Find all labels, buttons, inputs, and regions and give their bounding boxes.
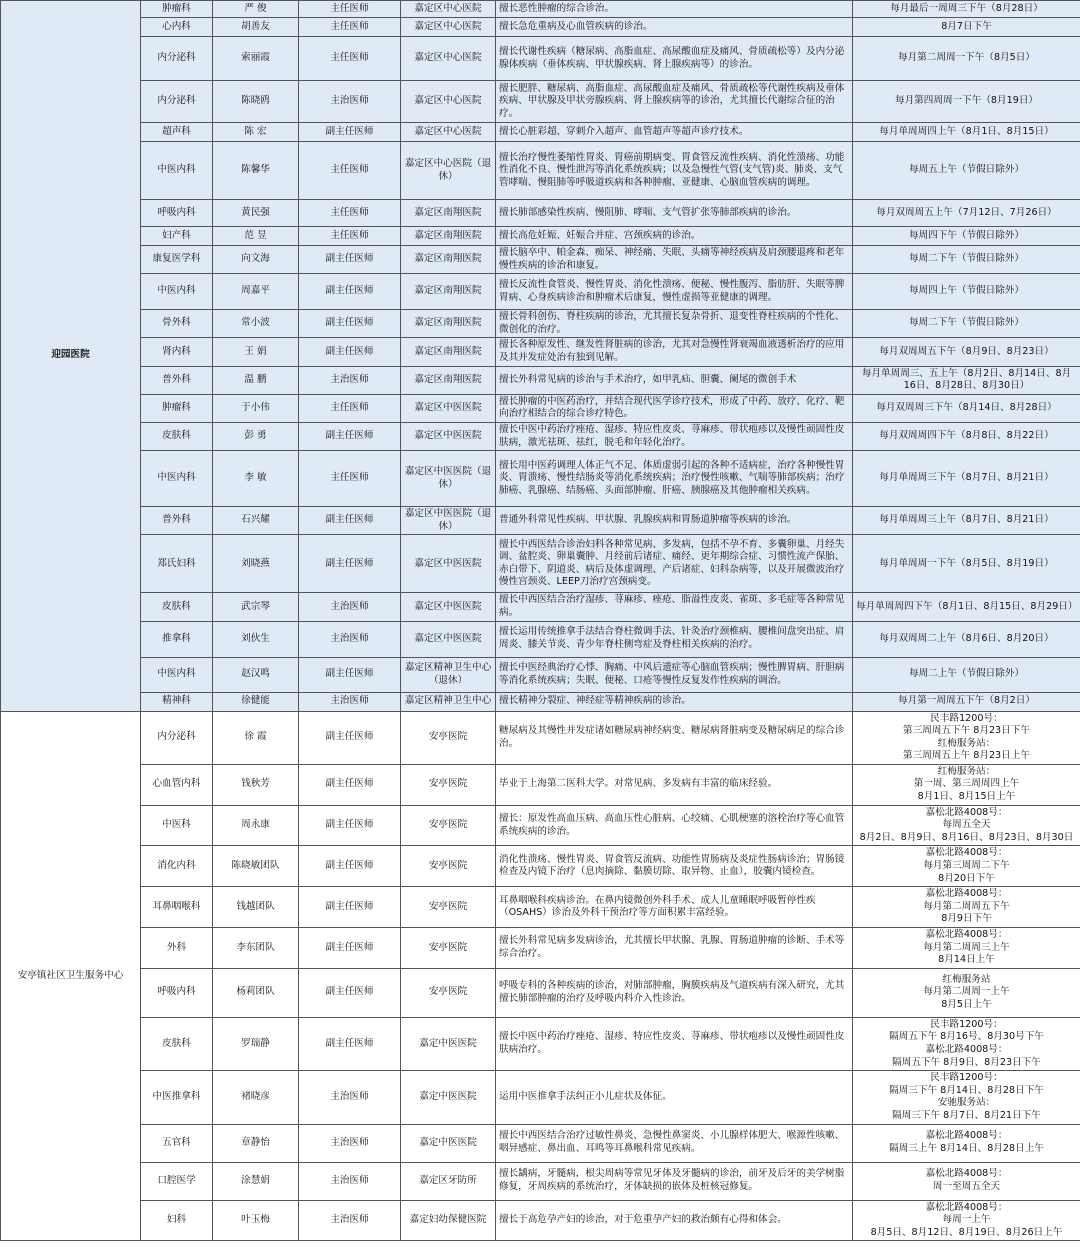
table-row (1, 310, 1080, 338)
doctor-name-cell: 武宗琴 (213, 593, 299, 621)
doctor-name-cell: 陈晓敏团队 (213, 846, 299, 887)
specialty-cell: 擅长龋病，牙髓病，根尖周病等常见牙体及牙髓病的诊治，前牙及后牙的美学树脂修复，牙周疾病的系统治疗，牙体缺损的嵌体及桩核冠修复。 (496, 1162, 853, 1200)
schedule-cell: 每月双周周五下午（8月9日、8月23日） (853, 338, 1080, 366)
hospital-cell: 嘉定区中心医院 (401, 37, 496, 81)
table-row (1, 274, 1080, 310)
schedule-cell: 红梅服务站： 第一周、第三周周四上午 8月1日、8月15日上午 (853, 764, 1080, 805)
specialty-cell: 消化性溃疡、慢性胃炎、胃食管反流病、功能性胃肠病及炎症性肠病诊治；胃肠镜检查及内镜下治疗（息肉摘除、黏膜切除、取异物、止血），胶囊内镜检查。 (496, 846, 853, 887)
schedule-cell: 每月单周周三、五上午（8月2日、8月14日、8月16日、8月28日、8月30日） (853, 366, 1080, 394)
title-cell: 副主任医师 (299, 928, 401, 969)
hospital-cell: 嘉定中医医院 (401, 1124, 496, 1162)
title-cell: 主治医师 (299, 593, 401, 621)
title-cell: 副主任医师 (299, 968, 401, 1017)
specialty-cell: 糖尿病及其慢性并发症诸如糖尿病神经病变、糖尿病肾脏病变及糖尿病足的综合诊治。 (496, 711, 853, 764)
hospital-cell: 安亭医院 (401, 846, 496, 887)
specialty-cell: 擅长肺部感染性疾病、慢阻肺、哮喘、支气管扩张等肺部疾病的诊治。 (496, 200, 853, 227)
department-cell: 外科 (141, 928, 213, 969)
schedule-cell: 嘉松北路4008号： 每月第二周周三上午 8月14日上午 (853, 928, 1080, 969)
schedule-cell: 红梅服务站 每月第二周周一上午 8月5日上午 (853, 968, 1080, 1017)
doctor-name-cell: 常小波 (213, 310, 299, 338)
specialty-cell: 普通外科常见性疾病、甲状腺、乳腺疾病和胃肠道肿瘤等疾病的诊治。 (496, 507, 853, 535)
specialty-cell: 毕业于上海第二医科大学。对常见病、多发病有丰富的临床经验。 (496, 764, 853, 805)
hospital-cell: 嘉定区中医医院（退休） (401, 451, 496, 507)
title-cell: 副主任医师 (299, 535, 401, 593)
specialty-cell: 擅长：原发性高血压病、高血压性心脏病、心绞痛、心肌梗塞的溶栓治疗等心血管系统疾病的诊治。 (496, 805, 853, 846)
specialty-cell: 擅长急危重病及心血管疾病的诊治。 (496, 18, 853, 37)
schedule-cell: 每周二下午（节假日除外） (853, 246, 1080, 274)
doctor-name-cell: 李东团队 (213, 928, 299, 969)
hospital-cell: 嘉定区精神卫生中心（退休） (401, 657, 496, 692)
table-row (1, 394, 1080, 422)
title-cell: 主任医师 (299, 18, 401, 37)
department-cell: 心内科 (141, 18, 213, 37)
table-row (1, 37, 1080, 81)
department-cell: 中医内科 (141, 142, 213, 200)
specialty-cell: 擅长中西医结合治疗湿疹、荨麻疹、痤疮、脂溢性皮炎、雀斑、多毛症等各种常见病。 (496, 593, 853, 621)
section-name: 迎园医院 (1, 1, 141, 712)
specialty-cell: 耳鼻咽喉科疾病诊治。在鼻内镜微创外科手术、成人儿童睡眠呼吸暂停性疾（OSAHS）诊治及外科干预治疗等方面积累丰富经验。 (496, 887, 853, 928)
title-cell: 副主任医师 (299, 711, 401, 764)
table-row (1, 451, 1080, 507)
department-cell: 心血管内科 (141, 764, 213, 805)
hospital-cell: 嘉定区南翔医院 (401, 200, 496, 227)
hospital-cell: 安亭医院 (401, 968, 496, 1017)
schedule-cell: 嘉松北路4008号： 周一至周五全天 (853, 1162, 1080, 1200)
doctor-name-cell: 钱越团队 (213, 887, 299, 928)
title-cell: 主治医师 (299, 366, 401, 394)
schedule-cell: 每月第四周周一下午（8月19日） (853, 81, 1080, 123)
hospital-cell: 嘉定区牙防所 (401, 1162, 496, 1200)
hospital-cell: 安亭医院 (401, 764, 496, 805)
schedule-cell: 每月单周周三下午（8月7日、8月21日） (853, 451, 1080, 507)
doctor-name-cell: 温 鹏 (213, 366, 299, 394)
department-cell: 康复医学科 (141, 246, 213, 274)
table-row (1, 692, 1080, 711)
table-row (1, 535, 1080, 593)
specialty-cell: 擅长于高危孕产妇的诊治，对于危重孕产妇的救治颇有心得和体会。 (496, 1200, 853, 1241)
department-cell: 消化内科 (141, 846, 213, 887)
specialty-cell: 擅长高危妊娠、妊娠合并症、宫颈疾病的诊治。 (496, 227, 853, 246)
hospital-cell: 嘉定区南翔医院 (401, 227, 496, 246)
doctor-name-cell: 徐健能 (213, 692, 299, 711)
department-cell: 妇产科 (141, 227, 213, 246)
doctor-name-cell: 石兴耀 (213, 507, 299, 535)
table-row (1, 621, 1080, 657)
department-cell: 精神科 (141, 692, 213, 711)
hospital-cell: 嘉定区南翔医院 (401, 274, 496, 310)
title-cell: 副主任医师 (299, 507, 401, 535)
table-row (1, 887, 1080, 928)
table-row (1, 366, 1080, 394)
title-cell: 主任医师 (299, 1, 401, 18)
table-row (1, 1200, 1080, 1241)
doctor-name-cell: 严 俊 (213, 1, 299, 18)
doctor-name-cell: 钱秋芳 (213, 764, 299, 805)
specialty-cell: 擅长骨科创伤、脊柱疾病的诊治，尤其擅长复杂骨折、退变性脊柱疾病的个性化、微创化的治疗。 (496, 310, 853, 338)
specialty-cell: 呼吸专科的各种疾病的诊治，对肺部肿瘤，胸膜疾病及气道疾病有深入研究，尤其擅长肺部肿瘤的治疗及呼吸内科介入性诊治。 (496, 968, 853, 1017)
title-cell: 副主任医师 (299, 1017, 401, 1070)
schedule-cell: 嘉松北路4008号： 每周五全天 8月2日、8月9日、8月16日、8月23日、8月30日 (853, 805, 1080, 846)
schedule-cell: 每月单周周四下午（8月1日、8月15日、8月29日） (853, 593, 1080, 621)
doctor-name-cell: 陈晓鸥 (213, 81, 299, 123)
hospital-cell: 嘉定区中医医院 (401, 535, 496, 593)
doctor-name-cell: 彭 勇 (213, 422, 299, 450)
title-cell: 主任医师 (299, 394, 401, 422)
hospital-cell: 嘉定区中心医院 (401, 81, 496, 123)
department-cell: 五官科 (141, 1124, 213, 1162)
schedule-cell: 每周二下午（节假日除外） (853, 310, 1080, 338)
department-cell: 中医内科 (141, 274, 213, 310)
department-cell: 肿瘤科 (141, 1, 213, 18)
specialty-cell: 擅长中医经典治疗心悸、胸痛、中风后遗症等心脑血管疾病；慢性脾胃病、肝胆病等消化系统疾病；失眠、便秘、口疮等慢性反复发作性疾病的调治。 (496, 657, 853, 692)
table-row (1, 338, 1080, 366)
hospital-cell: 嘉定区中心医院 (401, 123, 496, 142)
title-cell: 副主任医师 (299, 846, 401, 887)
title-cell: 主任医师 (299, 37, 401, 81)
schedule-cell: 每月双周周二上午（8月6日、8月20日） (853, 621, 1080, 657)
schedule-cell: 每月双周周四下午（8月8日、8月22日） (853, 422, 1080, 450)
doctor-name-cell: 杨莉团队 (213, 968, 299, 1017)
title-cell: 主治医师 (299, 621, 401, 657)
department-cell: 内分泌科 (141, 711, 213, 764)
title-cell: 主任医师 (299, 451, 401, 507)
title-cell: 副主任医师 (299, 657, 401, 692)
department-cell: 郑氏妇科 (141, 535, 213, 593)
department-cell: 推拿科 (141, 621, 213, 657)
table-row (1, 968, 1080, 1017)
schedule-cell: 嘉松北路4008号： 隔周三上午 8月14日、8月28日上午 (853, 1124, 1080, 1162)
schedule-cell: 每月单周周一下午（8月5日、8月19日） (853, 535, 1080, 593)
hospital-cell: 嘉定区南翔医院 (401, 246, 496, 274)
department-cell: 中医内科 (141, 657, 213, 692)
department-cell: 口腔医学 (141, 1162, 213, 1200)
title-cell: 副主任医师 (299, 123, 401, 142)
specialty-cell: 擅长中医中药治疗痤疮、湿疹、特应性皮炎、荨麻疹、带状疱疹以及慢性顽固性皮肤病，激光祛斑、祛红，脱毛和年轻化治疗。 (496, 422, 853, 450)
table-row (1, 1071, 1080, 1124)
department-cell: 中医内科 (141, 451, 213, 507)
department-cell: 中医科 (141, 805, 213, 846)
table-row (1, 142, 1080, 200)
title-cell: 副主任医师 (299, 338, 401, 366)
doctor-name-cell: 叶玉梅 (213, 1200, 299, 1241)
specialty-cell: 擅长代谢性疾病（糖尿病、高脂血症、高尿酸血症及痛风、骨质疏松等）及内分泌腺体疾病（垂体疾病、甲状腺疾病、肾上腺疾病等）的诊治。 (496, 37, 853, 81)
hospital-cell: 嘉定区中心医院 (401, 18, 496, 37)
hospital-cell: 嘉定区南翔医院 (401, 338, 496, 366)
title-cell: 主任医师 (299, 200, 401, 227)
table-row (1, 18, 1080, 37)
table-row (1, 711, 1080, 764)
table-row (1, 764, 1080, 805)
doctor-name-cell: 索丽霞 (213, 37, 299, 81)
specialty-cell: 擅长外科常见病多发病诊治，尤其擅长甲状腺、乳腺、胃肠道肿瘤的诊断、手术等综合治疗。 (496, 928, 853, 969)
schedule-cell: 每月第一周周五下午（8月2日） (853, 692, 1080, 711)
specialty-cell: 擅长中医中药治疗痤疮、湿疹、特应性皮炎、荨麻疹、带状疱疹以及慢性顽固性皮肤病治疗。 (496, 1017, 853, 1070)
specialty-cell: 擅长中西医结合诊治妇科各种常见病、多发病，包括不孕不育、多囊卵巢、月经失调、盆腔炎、卵巢囊肿、月经前后诸症、痛经、更年期综合症、习惯性流产保胎、赤白带下、阴道炎、病后及体虚调理、产后诸症、妇科杂病等，以及开展微波治疗慢性宫颈炎、LEEP刀治疗宫颈病变。 (496, 535, 853, 593)
hospital-cell: 嘉定区精神卫生中心 (401, 692, 496, 711)
title-cell: 主治医师 (299, 1200, 401, 1241)
table-row (1, 928, 1080, 969)
hospital-cell: 嘉定中医医院 (401, 1017, 496, 1070)
table-row (1, 657, 1080, 692)
hospital-cell: 嘉定区中医医院 (401, 422, 496, 450)
table-row (1, 227, 1080, 246)
table-row (1, 81, 1080, 123)
hospital-cell: 嘉定区中医医院 (401, 394, 496, 422)
department-cell: 普外科 (141, 507, 213, 535)
title-cell: 副主任医师 (299, 805, 401, 846)
table-row (1, 507, 1080, 535)
doctor-name-cell: 陈馨华 (213, 142, 299, 200)
schedule-cell: 每周二上午（节假日除外） (853, 657, 1080, 692)
title-cell: 主任医师 (299, 227, 401, 246)
hospital-cell: 嘉定中医医院 (401, 1071, 496, 1124)
title-cell: 副主任医师 (299, 310, 401, 338)
table-row (1, 1017, 1080, 1070)
table-row (1, 846, 1080, 887)
department-cell: 耳鼻咽喉科 (141, 887, 213, 928)
specialty-cell: 擅长中西医结合治疗过敏性鼻炎、急慢性鼻窦炎、小儿腺样体肥大、喉源性咳嗽、咽异感症、鼻出血、耳鸣等耳鼻喉科常见疾病。 (496, 1124, 853, 1162)
department-cell: 妇科 (141, 1200, 213, 1241)
department-cell: 中医推拿科 (141, 1071, 213, 1124)
specialty-cell: 擅长各种原发性、继发性肾脏病的诊治，尤其对急慢性肾衰竭血液透析治疗的应用及其并发症处治有独到见解。 (496, 338, 853, 366)
table-row (1, 246, 1080, 274)
doctor-name-cell: 刘伙生 (213, 621, 299, 657)
title-cell: 副主任医师 (299, 246, 401, 274)
hospital-cell: 安亭医院 (401, 887, 496, 928)
specialty-cell: 擅长运用传统推拿手法结合脊柱微调手法、针灸治疗颈椎病、腰椎间盘突出症、肩周炎、膝关节炎、青少年脊柱侧弯症及脊柱相关疾病的治疗。 (496, 621, 853, 657)
table-row (1, 1124, 1080, 1162)
specialty-cell: 擅长脑卒中、帕金森、痴呆、神经痛、失眠、头痛等神经疾病及肩颈腰退疼和老年慢性疾病的诊治和康复。 (496, 246, 853, 274)
doctor-name-cell: 于小伟 (213, 394, 299, 422)
doctor-name-cell: 罗瑞静 (213, 1017, 299, 1070)
schedule-cell: 每周四上午（节假日除外） (853, 274, 1080, 310)
hospital-cell: 嘉定区南翔医院 (401, 366, 496, 394)
table-row (1, 1, 1080, 18)
specialty-cell: 擅长用中医药调理人体正气不足、体质虚弱引起的各种不适病症，治疗各种慢性胃炎、胃溃疡、慢性结肠炎等消化系统疾病；治疗慢性咳嗽、气喘等肺部疾病；治疗肺癌、乳腺癌、结肠癌、头面部肿瘤、肝癌、胰腺癌及其他肿瘤相关疾病。 (496, 451, 853, 507)
specialty-cell: 擅长肿瘤的中医药治疗，并结合现代医学诊疗技术，形成了中药、放疗、化疗、靶向治疗相结合的综合诊疗特色。 (496, 394, 853, 422)
schedule-cell: 嘉松北路4008号： 每月第二周周五下午 8月9日下午 (853, 887, 1080, 928)
schedule-cell: 8月7日下午 (853, 18, 1080, 37)
specialty-cell: 擅长心脏彩超、穿刺介入超声、血管超声等超声诊疗技术。 (496, 123, 853, 142)
hospital-cell: 嘉定区中心医院（退休） (401, 142, 496, 200)
title-cell: 副主任医师 (299, 274, 401, 310)
doctor-name-cell: 王 娟 (213, 338, 299, 366)
doctor-name-cell: 周嘉平 (213, 274, 299, 310)
specialty-cell: 擅长肥胖、糖尿病、高脂血症、高尿酸血症及痛风、骨质疏松等代谢性疾病及垂体疾病、甲状腺及甲状旁腺疾病、肾上腺疾病等的诊治，尤其擅长代谢综合征的治疗。 (496, 81, 853, 123)
doctor-name-cell: 陈 宏 (213, 123, 299, 142)
section-name: 安亭镇社区卫生服务中心 (1, 711, 141, 1241)
doctor-name-cell: 周永康 (213, 805, 299, 846)
doctor-name-cell: 章静怡 (213, 1124, 299, 1162)
hospital-cell: 嘉定区中心医院 (401, 1, 496, 18)
hospital-cell: 嘉定区中医医院 (401, 593, 496, 621)
title-cell: 主治医师 (299, 692, 401, 711)
title-cell: 主治医师 (299, 1071, 401, 1124)
department-cell: 呼吸内科 (141, 200, 213, 227)
hospital-cell: 嘉定区南翔医院 (401, 310, 496, 338)
department-cell: 内分泌科 (141, 37, 213, 81)
doctor-name-cell: 胡善友 (213, 18, 299, 37)
department-cell: 皮肤科 (141, 1017, 213, 1070)
table-row (1, 123, 1080, 142)
schedule-cell: 每月单周周四上午（8月1日、8月15日） (853, 123, 1080, 142)
hospital-cell: 嘉定区中医医院（退休） (401, 507, 496, 535)
department-cell: 皮肤科 (141, 593, 213, 621)
table-row (1, 593, 1080, 621)
department-cell: 肿瘤科 (141, 394, 213, 422)
title-cell: 副主任医师 (299, 422, 401, 450)
hospital-cell: 安亭医院 (401, 928, 496, 969)
schedule-cell: 嘉松北路4008号： 每月第三周周二下午 8月20日下午 (853, 846, 1080, 887)
specialty-cell: 擅长外科常见病的诊治与手术治疗，如甲乳疝、胆囊、阑尾的微创手术 (496, 366, 853, 394)
department-cell: 呼吸内科 (141, 968, 213, 1017)
title-cell: 主治医师 (299, 1162, 401, 1200)
title-cell: 主治医师 (299, 1124, 401, 1162)
table-row (1, 805, 1080, 846)
specialty-cell: 运用中医推拿手法纠正小儿症状及体征。 (496, 1071, 853, 1124)
doctor-name-cell: 涂慧娟 (213, 1162, 299, 1200)
schedule-cell: 每周四下午（节假日除外） (853, 227, 1080, 246)
schedule-cell: 民丰路1200号： 隔周三下午 8月14日、8月28日下午 安驰服务站： 隔周三下午 8月7日、8月21日下午 (853, 1071, 1080, 1124)
schedule-cell: 每月双周周三下午（8月14日、8月28日） (853, 394, 1080, 422)
title-cell: 主治医师 (299, 81, 401, 123)
department-cell: 超声科 (141, 123, 213, 142)
hospital-cell: 嘉定妇幼保健医院 (401, 1200, 496, 1241)
schedule-cell: 民丰路1200号： 第三周周五下午 8月23日下午 红梅服务站： 第三周周五上午 8月23日上午 (853, 711, 1080, 764)
doctor-name-cell: 赵汉鸣 (213, 657, 299, 692)
table-row (1, 200, 1080, 227)
schedule-cell: 每月单周周三上午（8月7日、8月21日） (853, 507, 1080, 535)
schedule-cell: 每周五上午（节假日除外） (853, 142, 1080, 200)
department-cell: 皮肤科 (141, 422, 213, 450)
schedule-cell: 民丰路1200号： 隔周五下午 8月16号、8月30号下午 嘉松北路4008号： 隔周五下午 8月9日、8月23日下午 (853, 1017, 1080, 1070)
department-cell: 骨外科 (141, 310, 213, 338)
specialty-cell: 擅长恶性肿瘤的综合诊治。 (496, 1, 853, 18)
table-row (1, 422, 1080, 450)
doctor-name-cell: 褚晓彦 (213, 1071, 299, 1124)
title-cell: 副主任医师 (299, 887, 401, 928)
doctor-name-cell: 向文海 (213, 246, 299, 274)
doctor-name-cell: 刘晓燕 (213, 535, 299, 593)
specialty-cell: 擅长反流性食管炎、慢性胃炎、消化性溃疡、便秘、慢性腹泻、脂肪肝、失眠等脾胃病、心身疾病诊治和肿瘤术后康复，慢性虚损等亚健康的调理。 (496, 274, 853, 310)
schedule-cell: 每月最后一周周三下午（8月28日） (853, 1, 1080, 18)
department-cell: 内分泌科 (141, 81, 213, 123)
doctor-name-cell: 范 昱 (213, 227, 299, 246)
department-cell: 肾内科 (141, 338, 213, 366)
hospital-cell: 嘉定区中医医院 (401, 621, 496, 657)
title-cell: 主任医师 (299, 142, 401, 200)
schedule-cell: 每月双周周五上午（7月12日、7月26日） (853, 200, 1080, 227)
doctor-name-cell: 徐 霞 (213, 711, 299, 764)
table-row (1, 1162, 1080, 1200)
schedule-cell: 每月第二周周一下午（8月5日） (853, 37, 1080, 81)
department-cell: 普外科 (141, 366, 213, 394)
hospital-cell: 安亭医院 (401, 805, 496, 846)
specialty-cell: 擅长精神分裂症、神经症等精神疾病的诊治。 (496, 692, 853, 711)
schedule-cell: 嘉松北路4008号： 每周一上午 8月5日、8月12日、8月19日、8月26日上午 (853, 1200, 1080, 1241)
doctor-name-cell: 李 敏 (213, 451, 299, 507)
title-cell: 副主任医师 (299, 764, 401, 805)
specialty-cell: 擅长治疗慢性萎缩性胃炎、胃癌前期病变、胃食管反流性疾病、消化性溃疡、功能性消化不良、慢性泄泻等消化系统疾病；以及急慢性气管(支气管)炎、肺炎、支气管哮喘、慢阻肺等呼吸道疾病和各种肿瘤、亚健康、心脑血管疾病的调理。 (496, 142, 853, 200)
doctor-name-cell: 黄民强 (213, 200, 299, 227)
hospital-cell: 安亭医院 (401, 711, 496, 764)
